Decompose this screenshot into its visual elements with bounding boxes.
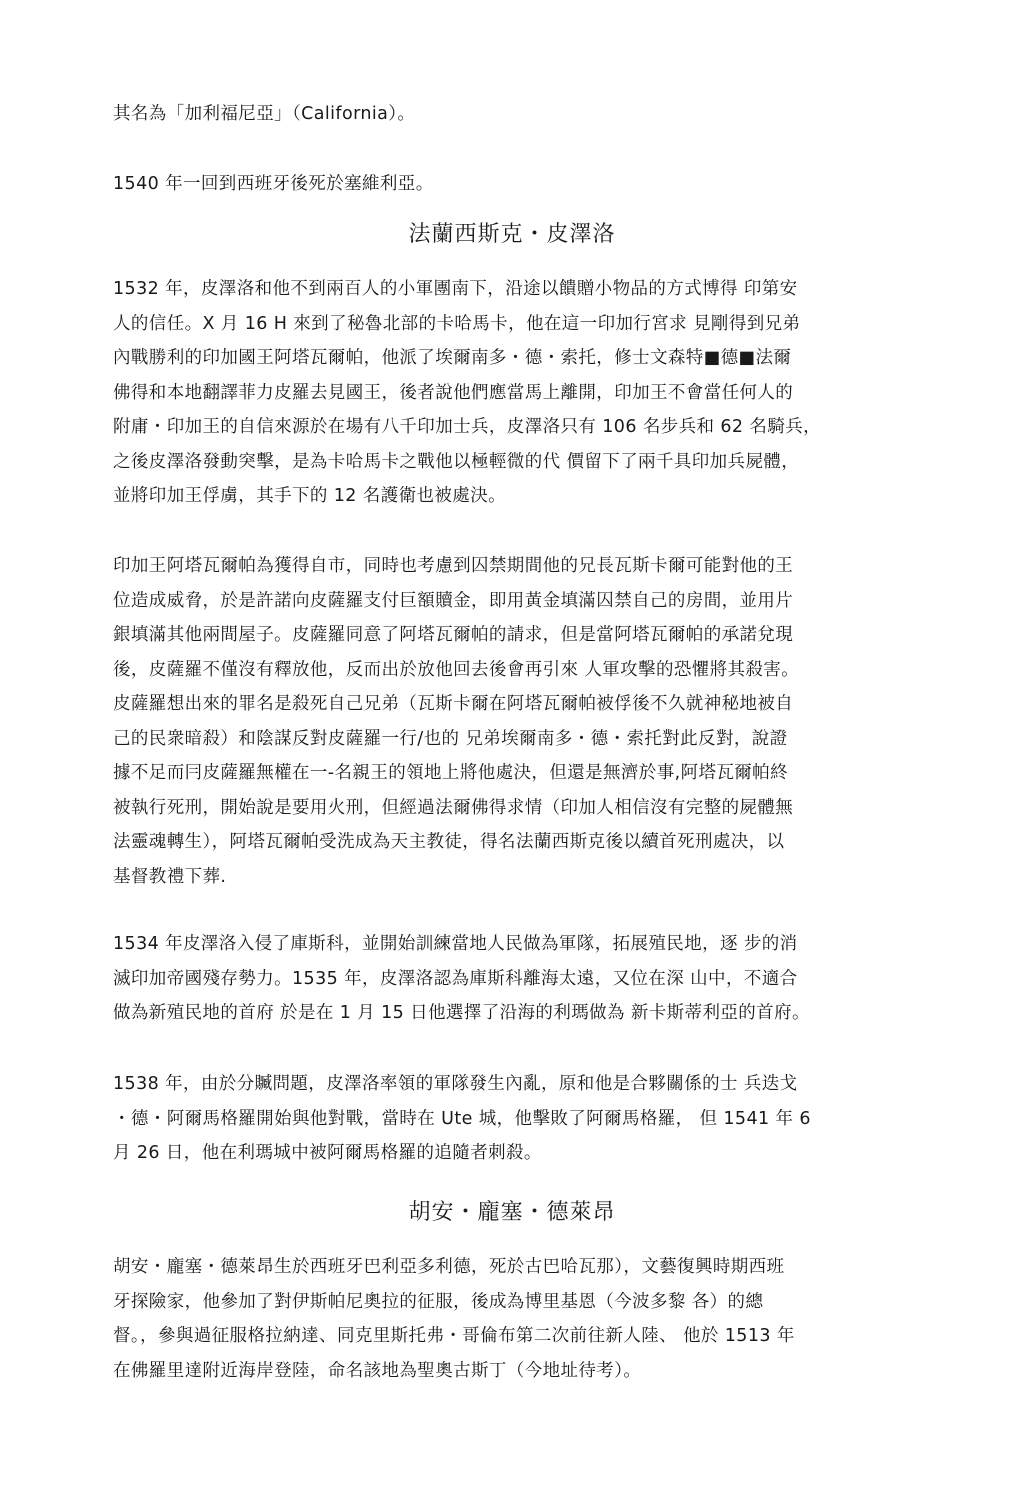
pizarro-paragraph-1 xyxy=(113,272,913,514)
text-line: 佛得和本地翻譯菲力皮羅去見國王，後者說他們應當馬上離開，印加王不會當任何人的 xyxy=(113,382,794,403)
text-line: 皮薩羅想出來的罪名是殺死自己兄弟（瓦斯卡爾在阿塔瓦爾帕被俘後不久就神秘地被自 xyxy=(113,694,794,714)
pizarro-paragraph-4 xyxy=(113,1067,913,1171)
text-line: 1532 年，皮澤洛和他不到兩百人的小軍團南下，沿途以饋贈小物品的方式博得 印第安 xyxy=(113,279,798,299)
text-line: 滅印加帝國殘存勢力。1535 年，皮澤洛認為庫斯科離海太遠，又位在深 山中，不適合 xyxy=(113,968,798,989)
text-line: 基督教禮下葬. xyxy=(113,866,227,887)
text-line: 銀填滿其他兩間屋子。皮薩羅同意了阿塔瓦爾帕的請求，但是當阿塔瓦爾帕的承諾兌現 xyxy=(113,625,794,645)
text-line: 內戰勝利的印加國王阿塔瓦爾帕，他派了埃爾南多・德・索托，修士文森特■德■法爾 xyxy=(113,348,792,368)
pizarro-paragraph-2 xyxy=(113,549,913,894)
text-line: 其名為「加利福尼亞」（California）。 xyxy=(113,104,416,124)
intro-paragraph xyxy=(113,97,913,132)
pizarro-paragraph-3 xyxy=(113,927,913,1031)
text-line: 做為新殖民地的首府 於是在 1 月 15 日他選擇了沿海的利瑪做為 新卡斯蒂利亞的首府。 xyxy=(113,1003,810,1023)
text-line: 並將印加王俘虜，其手下的 12 名護衛也被處決。 xyxy=(113,486,506,506)
text-line: 月 26 日，他在利瑪城中被阿爾馬格羅的追隨者刺殺。 xyxy=(113,1143,542,1163)
section-heading-pizarro: 法蘭西斯克・皮澤洛 xyxy=(408,222,616,247)
text-line: 1538 年，由於分贓問題，皮澤洛率領的軍隊發生內亂，原和他是合夥關係的士 兵迭戈 xyxy=(113,1074,798,1094)
text-line: 督。，參與過征服格拉納達、同克里斯托弗・哥倫布第二次前往新人陸、 他於 1513 年 xyxy=(113,1326,795,1346)
text-line: 1534 年皮澤洛入侵了庫斯科，並開始訓練當地人民做為軍隊，拓展殖民地，逐 步的消 xyxy=(113,934,798,954)
text-line: 印加王阿塔瓦爾帕為獲得自市，同時也考慮到囚禁期間他的兄長瓦斯卡爾可能對他的王 xyxy=(113,556,794,576)
text-line: 被執行死刑，開始說是要用火刑，但經過法爾佛得求情（印加人相信沒有完整的屍體無 xyxy=(113,797,794,818)
text-line: 1540 年一回到西班牙後死於塞維利亞。 xyxy=(113,174,434,194)
text-line: 人的信任。X 月 16 H 來到了秘魯北部的卡哈馬卡，他在這一印加行宮求 見剛得到兄弟 xyxy=(113,313,801,334)
section-heading-ponce-de-leon: 胡安・龐塞・德萊昂 xyxy=(408,1200,616,1225)
text-line: 在佛羅里達附近海岸登陸，命名該地為聖奧古斯丁（今地址待考）。 xyxy=(113,1360,642,1381)
text-line: 己的民衆暗殺）和陰謀反對皮薩羅一行/也的 兄弟埃爾南多・德・索托對此反對，說證 xyxy=(113,728,788,749)
text-line: 牙探險家，他參加了對伊斯帕尼奧拉的征服，後成為博里基恩（今波多黎 各）的總 xyxy=(113,1291,764,1312)
text-line: 胡安・龐塞・德萊昂生於西班牙巴利亞多利德，死於古巴哈瓦那），文藝復興時期西班 xyxy=(113,1257,785,1277)
return-paragraph xyxy=(113,167,913,202)
ponce-de-leon-paragraph xyxy=(113,1250,913,1388)
text-line: 據不足而冃皮薩羅無權在一-名親王的領地上將他處決，但還是無濟於事,阿塔瓦爾帕終 xyxy=(113,763,788,783)
text-line: 位造成威脅，於是許諾向皮薩羅支付巨額贖金，即用黃金填滿囚禁自己的房間，並用片 xyxy=(113,590,794,611)
text-line: 附庸・印加王的自信來源於在場有八千印加士兵，皮澤洛只有 106 名步兵和 62 名騎兵， xyxy=(113,417,822,437)
text-line: 之後皮澤洛發動突擊，是為卡哈馬卡之戰他以極輕微的代 價留下了兩千具印加兵屍體， xyxy=(113,451,800,472)
text-line: 後，皮薩羅不僅沒有釋放他，反而出於放他回去後會再引來 人軍攻擊的恐懼將其殺害。 xyxy=(113,659,800,680)
text-line: ・德・阿爾馬格羅開始與他對戰，當時在 Ute 城，他擊敗了阿爾馬格羅， 但 1541 年 6 xyxy=(113,1108,811,1129)
text-line: 法靈魂轉生），阿塔瓦爾帕受洗成為天主教徒，得名法蘭西斯克後以續首死刑處决，以 xyxy=(113,832,785,852)
